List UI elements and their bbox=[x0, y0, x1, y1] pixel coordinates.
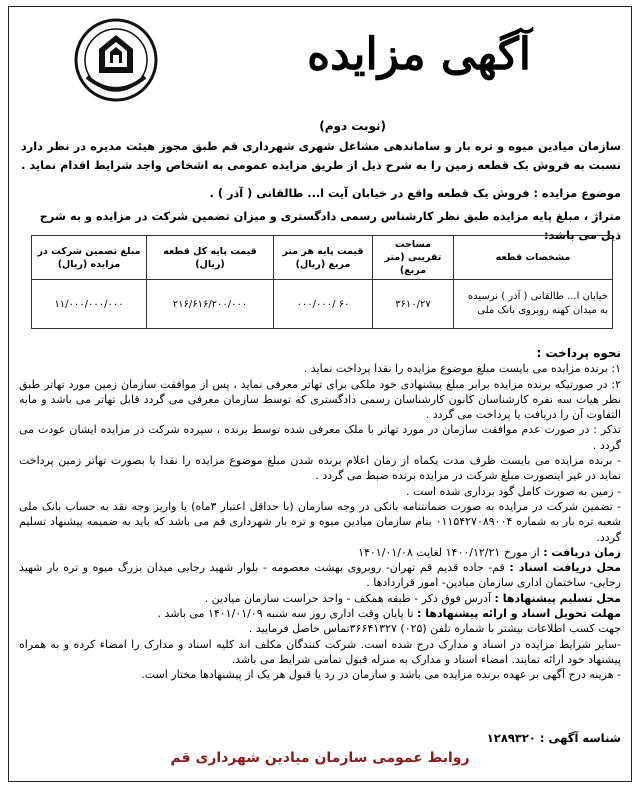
table-cell: ۱۱/۰۰۰/۰۰۰/۰۰۰ bbox=[32, 280, 147, 329]
table-header: مساحت تقریبی (متر مربع) bbox=[373, 236, 454, 280]
table-header: مشخصات قطعه bbox=[454, 236, 613, 280]
payment-item: ۲: در صورتیکه برنده مزایده برابر مبلغ پیشنهادی خود ملکی برای تهاتر معرفی نماید ، پس از موافقت سازمان زمین مورد تهاتر طبق نظر هیات سه نفره کارشناسان کانون کارشناسان رسمی دادگستری که توسط سازمان معرفی می گردد قابل تهاتر می باشد و مابه التفاوت آن را دریافت یا پرداخت می گردد . bbox=[19, 377, 621, 422]
payment-bullet: - برنده مزایده می بایست ظرف مدت یکماه از زمان اعلام برنده شدن مبلغ موضوع مزایده را نقدا یا بصورت تهاتر زمین پرداخت نماید در غیر اینصورت مبلغ شرکت در مزایده برنده ضبط می گردد . bbox=[19, 454, 621, 483]
place-value: قم- جاده قدیم قم تهران- روبروی بهشت معصومه - بلوار شهید رجایی میدان بزرگ میوه و تره بار شهید رجایی- ساختمان اداری سازمان میادین- امور قراردادها . bbox=[19, 561, 621, 590]
place-label: محل دریافت اسناد : bbox=[509, 561, 622, 575]
receive-value: از مورخ ۱۴۰۰/۱۲/۲۱ لغایت ۱۴۰۱/۰۱/۰۸ bbox=[358, 545, 540, 559]
delivery-value: آدرس فوق ذکر - طبقه همکف - واحد حراست سازمان میادین . bbox=[204, 591, 492, 605]
table-cell: ۶۰ /۰۰۰/۰۰۰ bbox=[274, 280, 373, 329]
footer-signature: روابط عمومی سازمان میادین شهرداری قم bbox=[170, 750, 470, 766]
intro-paragraph: سازمان میادین میوه و تره بار و ساماندهی مشاغل شهری شهرداری قم طبق مجوز هیئت مدیره در نظر دارد نسبت به فروش یک قطعه زمین را به شرح ذیل از طریق مزایده عمومی به اشخاص واجد شرایط اقدام نماید . bbox=[21, 140, 621, 172]
delivery-line bbox=[19, 591, 621, 606]
table-row bbox=[32, 280, 613, 329]
table-header: قیمت پایه کل قطعه (ریال) bbox=[147, 236, 274, 280]
round-label: (نوبت دوم) bbox=[319, 119, 386, 133]
place-line bbox=[19, 560, 621, 591]
table-cell: ۲۱۶/۶۱۶/۲۰۰/۰۰۰ bbox=[147, 280, 274, 329]
page-title: آگهی مزایده bbox=[307, 29, 531, 80]
payment-note: تذکر : در صورت عدم موافقت سازمان در مورد تهاتر با ملک معرفی شده توسط برنده ، سپرده شرکت در مزایده ایشان عودت می گردد . bbox=[19, 423, 621, 452]
notice-body bbox=[19, 346, 621, 683]
deadline-value: تا پایان وقت اداری روز سه شنبه ۱۴۰۱/۰۱/۰۹ می باشد . bbox=[157, 607, 414, 621]
payment-heading: نحوه پرداخت : bbox=[536, 346, 621, 360]
spec-table bbox=[31, 235, 613, 329]
payment-item: ۱: برنده مزایده می بایست مبلغ موضوع مزایده را نقدا پرداخت نماید . bbox=[303, 362, 621, 376]
delivery-label: محل تسلیم پیشنهادها : bbox=[494, 591, 621, 605]
deadline-line bbox=[19, 606, 621, 621]
payment-bullet: - زمین به صورت کامل گود برداری شده است . bbox=[406, 484, 621, 498]
receive-label: زمان دریافت : bbox=[543, 545, 621, 559]
table-cell: خیابان ا... طالقانی ( آذر ) نرسیده به میدان کهنه روبروی بانک ملی bbox=[454, 280, 613, 329]
table-header-row bbox=[32, 236, 613, 280]
ad-code: شناسه آگهی : ۱۲۸۹۳۲۰ bbox=[486, 731, 621, 745]
table-cell: ۳۶۱۰/۲۷ bbox=[373, 280, 454, 329]
notice-page bbox=[8, 6, 632, 782]
municipality-logo bbox=[73, 17, 159, 103]
table-header: مبلغ تضمین شرکت در مزایده (ریال) bbox=[32, 236, 147, 280]
payment-bullet: - تضمین شرکت در مزایده به صورت ضمانتنامه بانکی در وجه سازمان (با حداقل اعتبار ۳ماه) یا واریز وجه نقد به حساب بانک ملی شعبه تره بار به شماره ۰۱۱۵۴۲۷۰۸۹۰۰۴ بنام سازمان میادین میوه و تره بار شهرداری قم می باشد که باید به ضمیمه پیشنهاد تسلیم گردد. bbox=[19, 499, 621, 544]
subject-line: موضوع مزایده : فروش یک قطعه واقع در خیابان آیت ا... طالقانی ( آذر ) . bbox=[209, 187, 621, 200]
receive-line bbox=[19, 545, 621, 560]
municipality-emblem-icon bbox=[73, 17, 159, 103]
other-conditions: -سایر شرایط مزایده در اسناد و مدارک درج شده است. شرکت کنندگان مکلف اند کلیه اسناد و مدارک را امضاء کرده و به همراه پیشنهاد خود ارائه نمایند. امضاء اسناد و مدارک به منزله قبول تمامی شرایط می باشد. bbox=[19, 637, 621, 666]
other-conditions: - هزینه درج آگهی بر عهده برنده مزایده می باشد و سازمان در رد یا قبول هر یک از پیشنهادها مختار است. bbox=[141, 668, 621, 682]
table-header: قیمت پایه هر متر مربع (ریال) bbox=[274, 236, 373, 280]
deadline-label: مهلت تحویل اسناد و ارائه پیشنهادها : bbox=[417, 607, 621, 621]
table-caption: متراژ ، مبلغ پایه مزایده طبق نظر کارشناس رسمی دادگستری و میزان تضمین شرکت در مزایده و به شرح ذیل می باشد: bbox=[39, 210, 621, 242]
info-line: جهت کسب اطلاعات بیشتر با شماره تلفن (۰۲۵) ۳۶۶۴۱۳۲۷تماس حاصل فرمایید . bbox=[248, 622, 621, 636]
